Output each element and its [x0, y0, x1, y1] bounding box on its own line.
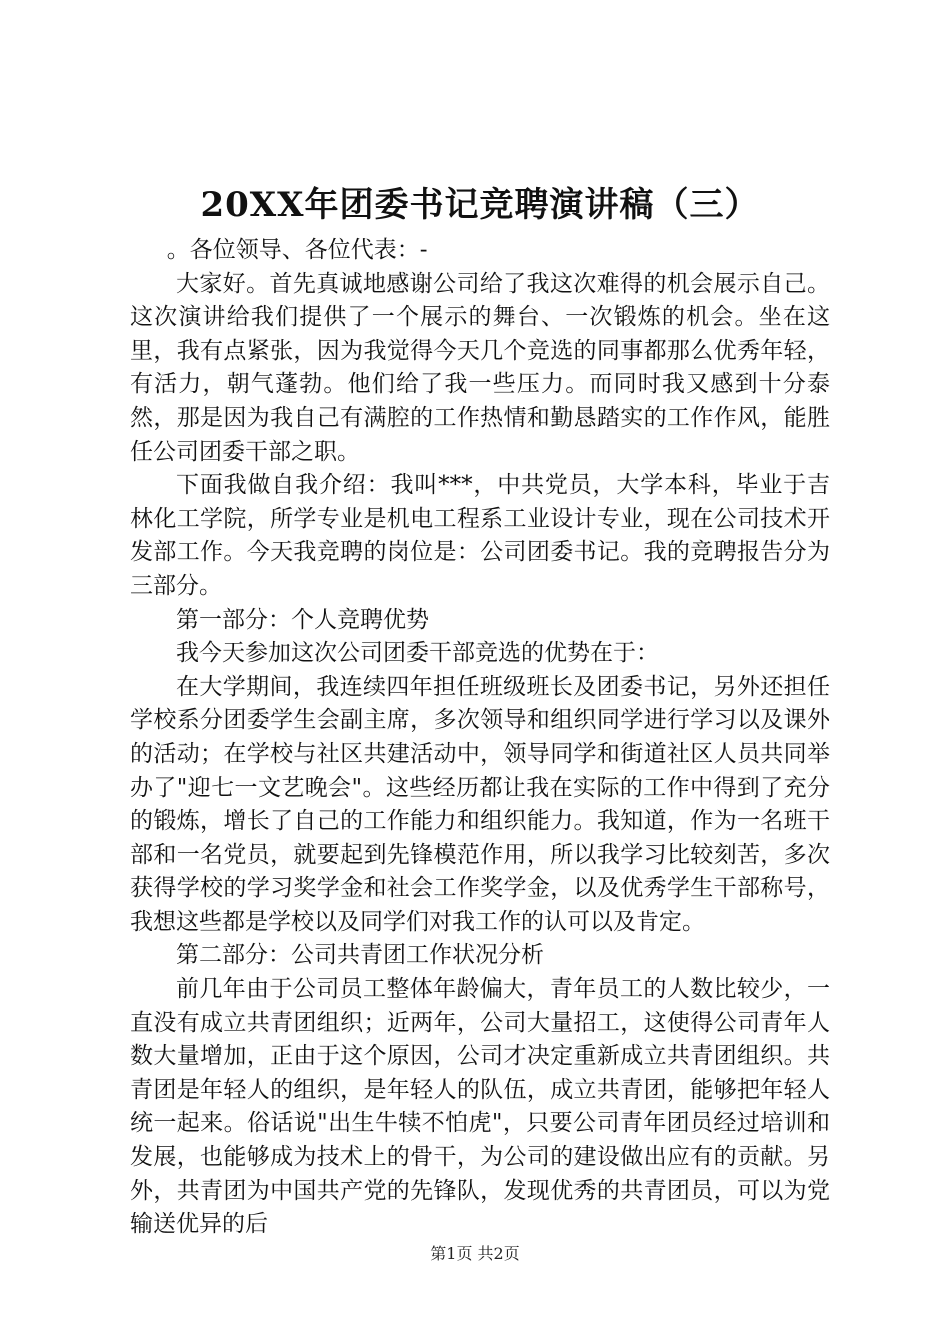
page-number-footer: 第1页 共2页 — [430, 1244, 520, 1263]
body-paragraph: 我今天参加这次公司团委干部竞选的优势在于： — [176, 640, 659, 667]
salutation-paragraph: 。各位领导、各位代表：- — [166, 237, 428, 263]
body-paragraph: 前几年由于公司员工整体年龄偏大，青年员工的人数比较少，一直没有成立共青团组织；近两年，公司大量招工，这使得公司青年人数大量增加，正由于这个原因，公司才决定重新成立共青团组织。共青团是年轻人的组织，是年轻人的队伍，成立共青团，能够把年轻人统一起来。俗话说"出生牛犊不怕虎"，只要公司青年团员经过培训和发展，也能够成为技术上的骨干，为公司的建设做出应有的贡献。另外，共青团为中国共产党的先锋队，发现优秀的共青团员，可以为党输送优异的后 — [130, 976, 830, 1238]
section-heading: 第一部分：个人竞聘优势 — [176, 606, 429, 633]
body-paragraph: 在大学期间，我连续四年担任班级班长及团委书记，另外还担任学校系分团委学生会副主席，多次领导和组织同学进行学习以及课外的活动；在学校与社区共建活动中，领导同学和街道社区人员共同举办了"迎七一文艺晚会"。这些经历都让我在实际的工作中得到了充分的锻炼，增长了自己的工作能力和组织能力。我知道，作为一名班干部和一名党员，就要起到先锋模范作用，所以我学习比较刻苦，多次获得学校的学习奖学金和社会工作奖学金，以及优秀学生干部称号，我想这些都是学校以及同学们对我工作的认可以及肯定。 — [130, 673, 830, 935]
document-title: 20XX年团委书记竞聘演讲稿（三） — [200, 185, 760, 225]
body-paragraph: 大家好。首先真诚地感谢公司给了我这次难得的机会展示自己。这次演讲给我们提供了一个展示的舞台、一次锻炼的机会。坐在这里，我有点紧张，因为我觉得今天几个竞选的同事都那么优秀年轻，有活力，朝气蓬勃。他们给了我一些压力。而同时我又感到十分泰然，那是因为我自己有满腔的工作热情和勤恳踏实的工作作风，能胜任公司团委干部之职。 — [130, 270, 830, 465]
section-heading: 第二部分：公司共青团工作状况分析 — [176, 942, 544, 969]
document-body — [130, 234, 830, 1242]
body-paragraph: 下面我做自我介绍：我叫***，中共党员，大学本科，毕业于吉林化工学院，所学专业是机电工程系工业设计专业，现在公司技术开发部工作。今天我竞聘的岗位是：公司团委书记。我的竞聘报告分为三部分。 — [130, 472, 830, 599]
